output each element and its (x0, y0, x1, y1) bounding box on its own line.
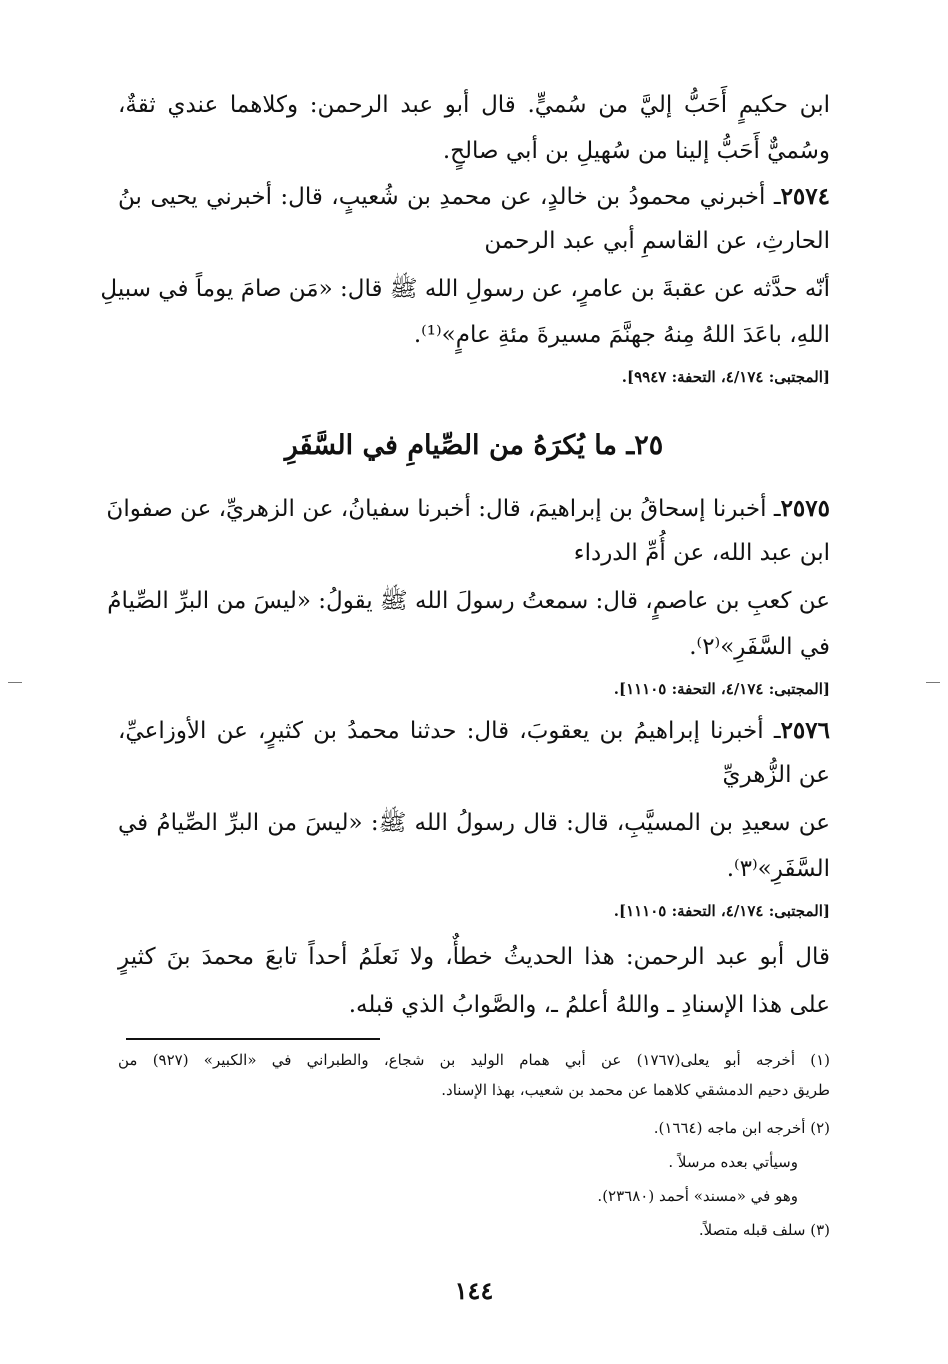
hadith-number: ٢٥٧٤ (780, 183, 830, 210)
text-line: ابن حكيمٍ أَحَبُّ إليَّ من سُميٍّ. قال أبو عبد الرحمن: وكلاهما عندي ثقةٌ، (118, 92, 830, 118)
reference-note: [المجتبى: ٤/١٧٤، التحفة: ٩٩٤٧]. (621, 368, 830, 386)
text-line: عن الزُّهريِّ (722, 762, 830, 788)
reference-note: [المجتبى: ٤/١٧٤، التحفة: ١١١٠٥]. (613, 902, 830, 920)
text-line: اللهِ، باعَدَ اللهُ مِنهُ جهنَّمَ مسيرةَ مئةِ عامٍ»⁽¹⁾. (413, 322, 830, 348)
text-line: السَّفَرِ»⁽٣⁾. (726, 856, 830, 882)
footnote-line: وسيأتي بعده مرسلاً . (668, 1153, 798, 1171)
hadith-2575-line (106, 492, 830, 526)
text-line: وسُميٌّ أَحَبُّ إلينا من سُهيلِ بن أبي صالحٍ. (442, 138, 830, 164)
page-number: ١٤٤ (454, 1276, 494, 1305)
text-line: قال أبو عبد الرحمن: هذا الحديثُ خطأٌ، ولا نَعلَمُ أحداً تابعَ محمدَ بنَ كثيرٍ (118, 944, 830, 970)
text-line: على هذا الإسنادِ ـ واللهُ أعلمُ ـ، والصَّوابُ الذي قبله. (348, 992, 830, 1018)
text-line: الحارثِ، عن القاسمِ أبي عبد الرحمن (484, 228, 830, 254)
footnote-line: (٢) أخرجه ابن ماجه (١٦٦٤). (653, 1119, 830, 1137)
reference-note: [المجتبى: ٤/١٧٤، التحفة: ١١١٠٥]. (613, 680, 830, 698)
hadith-2576-line (118, 714, 830, 748)
text-line: ابن عبد الله، عن أُمِّ الدرداء (573, 540, 830, 566)
text-line: عن سعيدِ بن المسيَّبِ، قال: قال رسولُ الله ﷺ: «ليسَ من البرِّ الصِّيامُ في (118, 810, 830, 836)
footnote-line: طريق دحيم الدمشقي كلاهما عن محمد بن شعيب، بهذا الإسناد. (441, 1081, 830, 1099)
hadith-2574-line (118, 180, 830, 214)
text-line: أنّه حدَّثه عن عقبةَ بن عامرٍ، عن رسولِ الله ﷺ قال: «مَن صامَ يوماً في سبيلِ (100, 276, 830, 302)
footnote-separator (126, 1038, 380, 1040)
text-line: في السَّفَرِ»⁽٢⁾. (689, 634, 830, 660)
footnote-line: وهو في «مسند» أحمد (٢٣٦٨٠). (597, 1187, 798, 1205)
isnad-text: ـ أخبرني محمودُ بن خالدٍ، عن محمدِ بن شُعيبٍ، قال: أخبرني يحيى بنُ (118, 184, 781, 210)
hadith-number: ٢٥٧٦ (780, 717, 830, 744)
section-title: ٢٥ـ ما يُكرَهُ من الصِّيامِ في السَّفَرِ (284, 430, 664, 461)
isnad-text: ـ أخبرنا إسحاقُ بن إبراهيمَ، قال: أخبرنا سفيانُ، عن الزهريِّ، عن صفوانَ (106, 496, 781, 522)
margin-mark (8, 682, 22, 683)
isnad-text: ـ أخبرنا إبراهيمُ بن يعقوبَ، قال: حدثنا محمدُ بن كثيرٍ، عن الأوزاعيِّ، (118, 718, 781, 744)
hadith-number: ٢٥٧٥ (780, 495, 830, 522)
margin-mark (926, 682, 940, 683)
footnote-line: (١) أخرجه أبو يعلى(١٧٦٧) عن أبي همام الوليد بن شجاع، والطبراني في «الكبير» (٩٢٧) من (118, 1051, 830, 1069)
footnote-line: (٣) سلف قبله متصلاً. (698, 1221, 830, 1239)
text-line: عن كعبِ بن عاصمٍ، قال: سمعتُ رسولَ الله ﷺ يقولُ: «ليسَ من البرِّ الصِّيامُ (107, 588, 830, 614)
